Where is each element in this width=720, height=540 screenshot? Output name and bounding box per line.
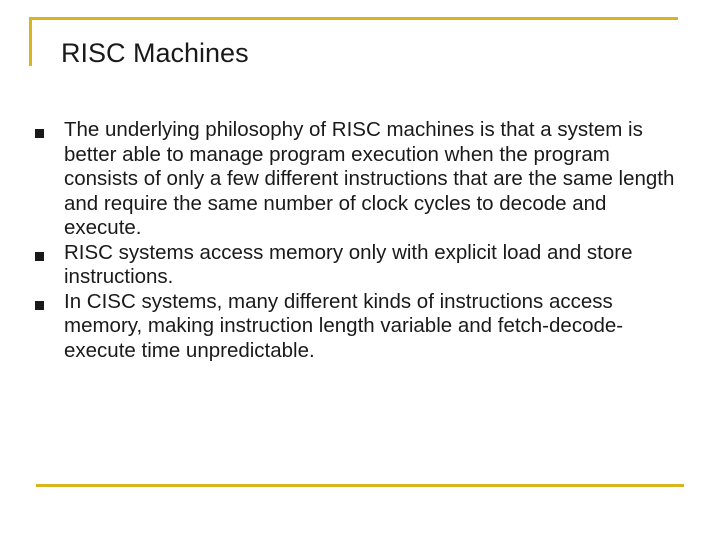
bullet-list xyxy=(35,118,685,363)
top-accent-rule xyxy=(29,17,678,20)
bullet-item xyxy=(35,118,685,241)
square-bullet-icon xyxy=(35,252,44,261)
square-bullet-icon xyxy=(35,301,44,310)
bullet-text: In CISC systems, many different kinds of instructions access memory, making instruction length variable and fetch-decode-execute time unpredictable. xyxy=(64,289,624,362)
bullet-text: RISC systems access memory only with explicit load and store instructions. xyxy=(64,240,633,288)
square-bullet-icon xyxy=(35,129,44,138)
bottom-accent-rule xyxy=(36,484,684,487)
left-accent-rule xyxy=(29,17,32,66)
bullet-item xyxy=(35,290,685,364)
slide-title: RISC Machines xyxy=(61,38,249,68)
bullet-item xyxy=(35,241,685,290)
bullet-text: The underlying philosophy of RISC machines is that a system is better able to manage program execution when the program consists of only a few different instructions that are the same length and require the same number of clock cycles to decode and execute. xyxy=(64,118,675,239)
